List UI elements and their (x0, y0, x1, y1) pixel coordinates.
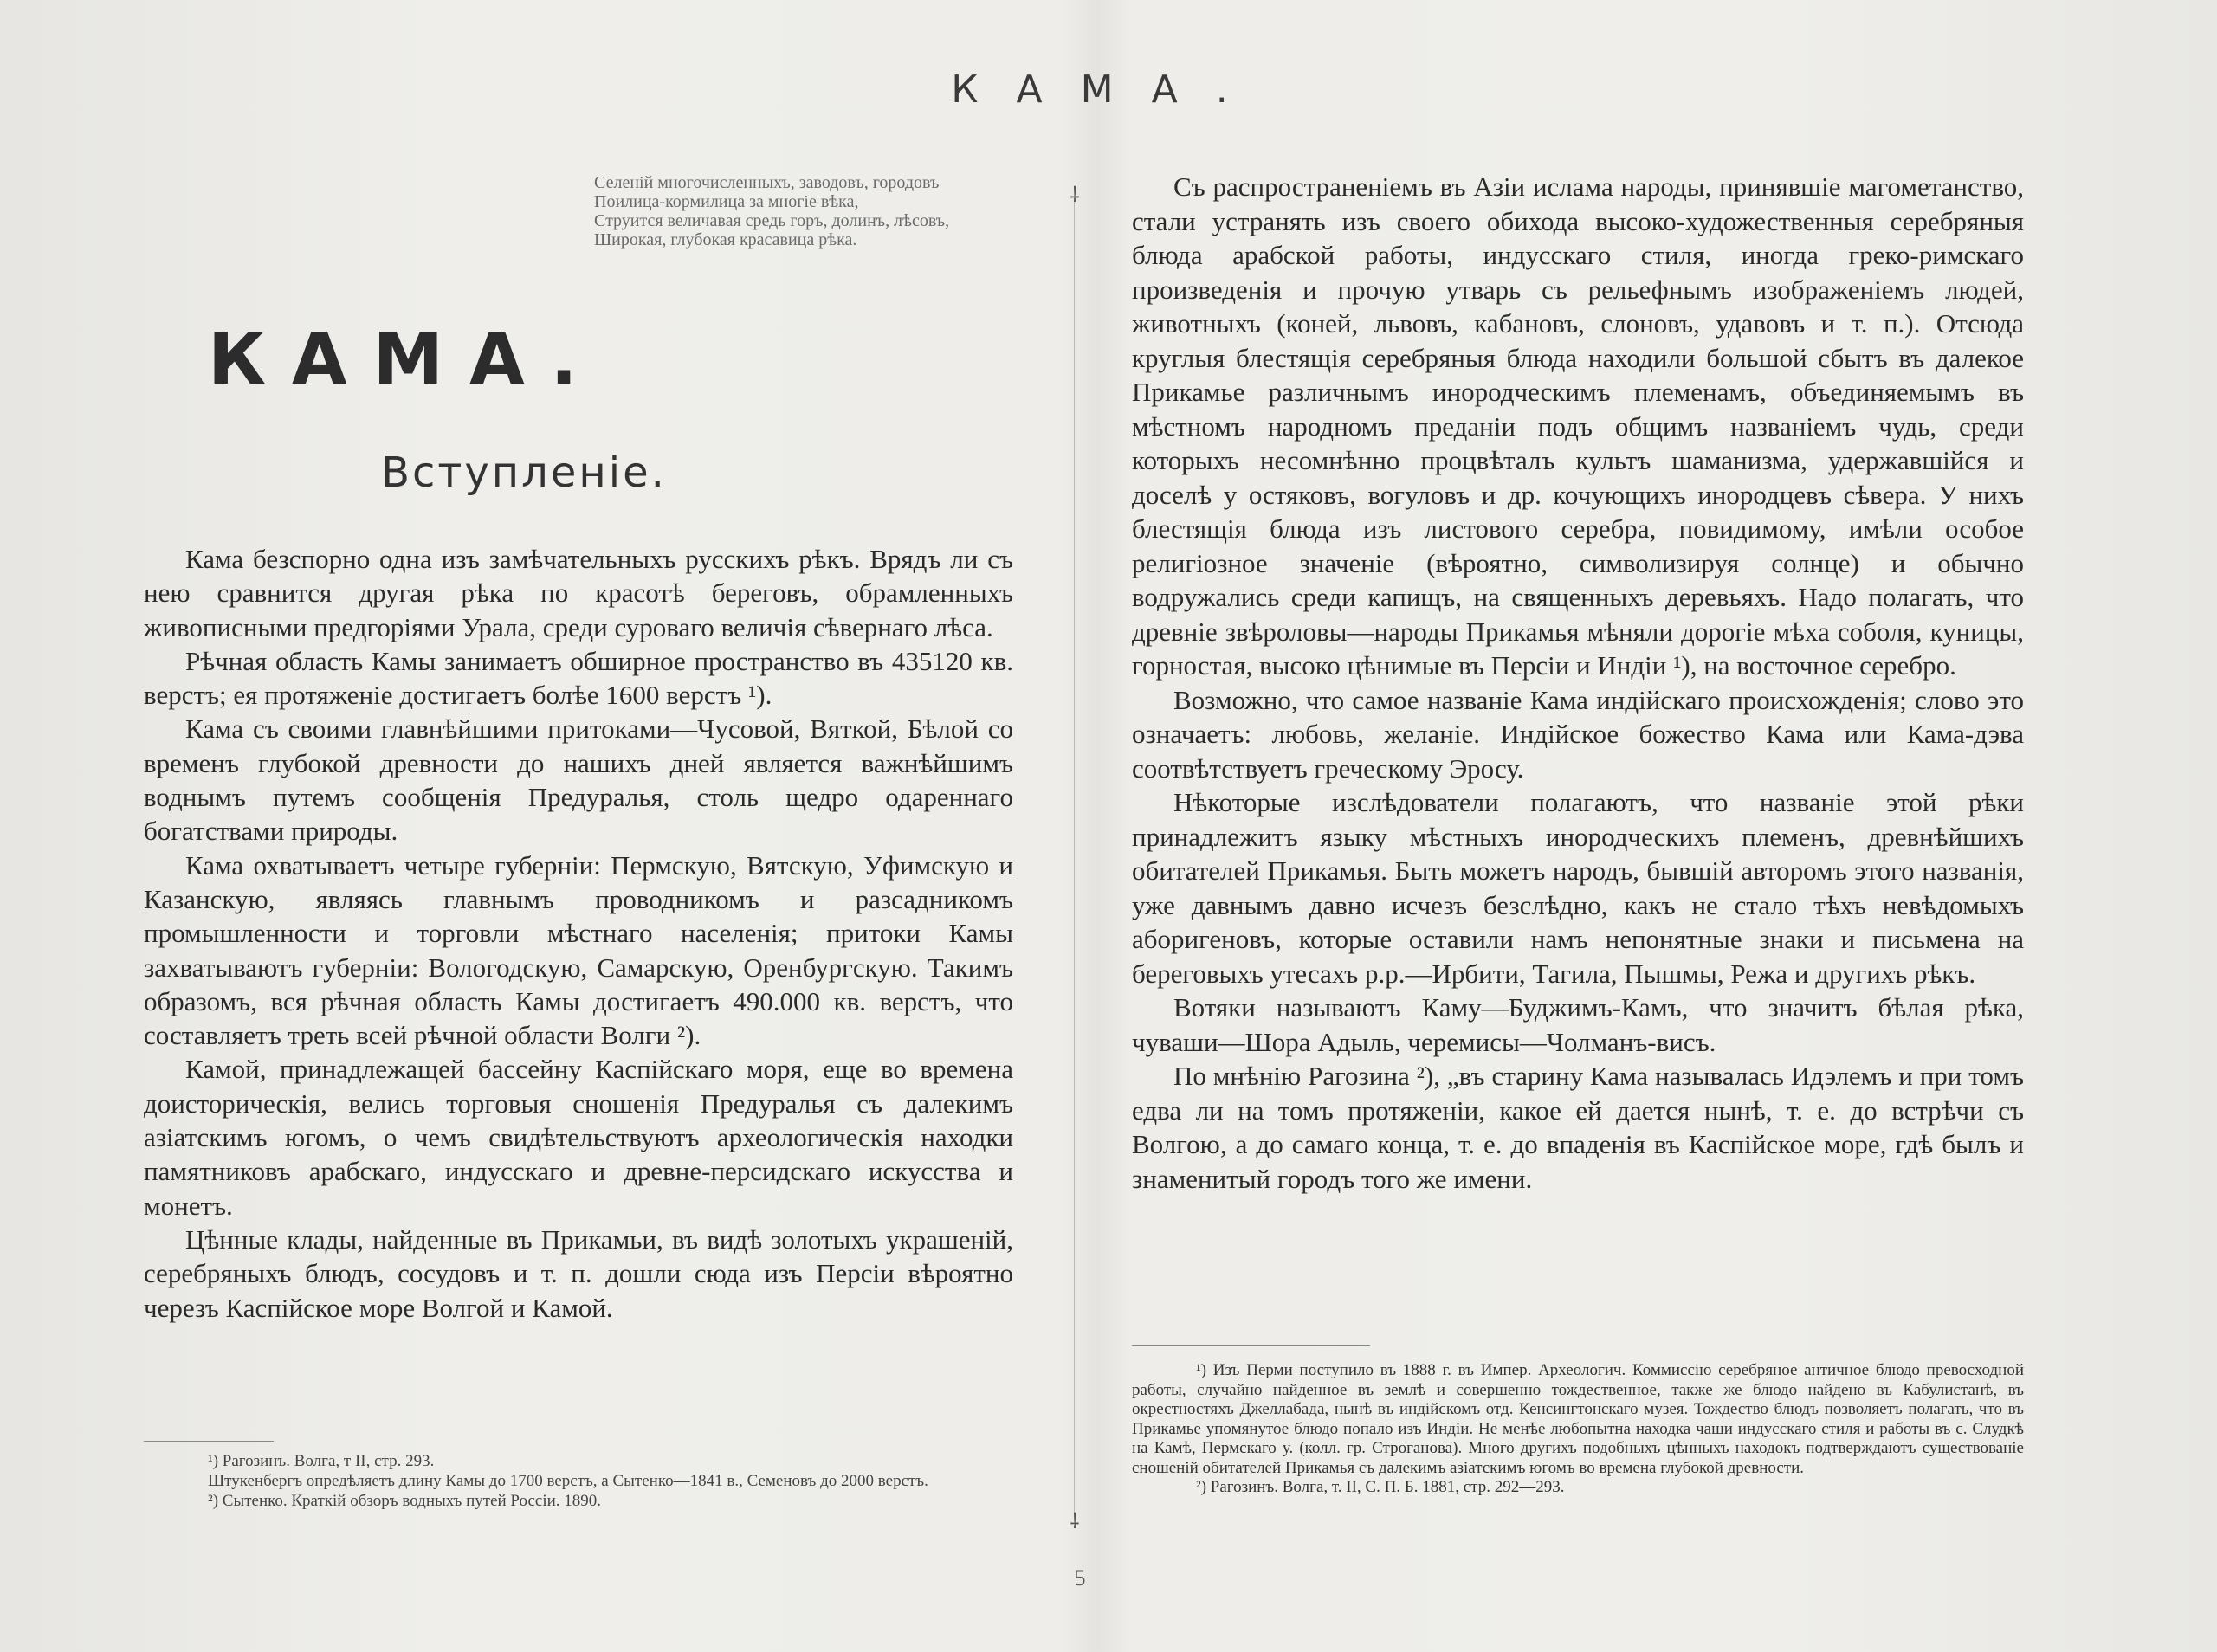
section-subtitle: Вступленіе. (381, 448, 667, 497)
right-footnotes (1132, 1361, 2024, 1498)
running-head: КАМА. (951, 68, 1266, 112)
epigraph (594, 173, 1044, 249)
paragraph: Вотяки называютъ Каму—Буджимъ-Камъ, что значитъ бѣлая рѣка, чуваши—Шора Адыль, черемисы—Чолманъ-висъ. (1132, 992, 2024, 1057)
footnote-rule-left (144, 1441, 274, 1442)
footnote: ¹) Рагозинъ. Волга, т II, стр. 293. (208, 1452, 435, 1470)
paragraph: Кама безспорно одна изъ замѣчательныхъ русскихъ рѣкъ. Врядъ ли съ нею сравнится другая рѣка по красотѣ береговъ, обрамленныхъ живописными предгоріями Урала, среди суроваго величія сѣвернаго лѣса. (144, 544, 1013, 642)
epigraph-line: Поилица-кормилица за многіе вѣка, (594, 192, 859, 211)
chapter-title: КАМА. (208, 319, 604, 401)
right-page-body (1132, 170, 2024, 1196)
footnote: ²) Сытенко. Краткій обзоръ водныхъ путей Россіи. 1890. (208, 1492, 602, 1510)
paragraph: Кама охватываетъ четыре губерніи: Пермскую, Вятскую, Уфимскую и Казанскую, являясь главнымъ проводникомъ и разсадникомъ промышленности и торговли мѣстнаго населенія; притоки Камы захватываютъ губерніи: Вологодскую, Самарскую, Оренбургскую. Такимъ образомъ, вся рѣчная область Камы достигаетъ 490.000 кв. верстъ, что составляетъ треть всей рѣчной области Волги ²). (144, 849, 1013, 1051)
paragraph: Камой, принадлежащей бассейну Каспійскаго моря, еще во времена доисторическія, велись торговыя сношенія Предуралья съ далекимъ азіатскимъ югомъ, о чемъ свидѣтельствуютъ археологическія находки памятниковъ арабскаго, индусскаго и древне-персидскаго искусства и монетъ. (144, 1054, 1013, 1221)
paragraph: Возможно, что самое названіе Кама индійскаго происхожденія; слово это означаетъ: любовь, желаніе. Индійское божество Кама или Кама-дэва соотвѣтствуетъ греческому Эросу. (1132, 684, 2024, 784)
footnote: Штукенбергъ опредѣляетъ длину Камы до 1700 верстъ, а Сытенко—1841 в., Семеновъ до 2000 верстъ. (208, 1472, 928, 1490)
left-page-body (144, 542, 1013, 1325)
gutter-ornament-bottom: ⸸ (1070, 1511, 1080, 1533)
epigraph-line: Селеній многочисленныхъ, заводовъ, городовъ (594, 173, 940, 192)
paragraph: Съ распространеніемъ въ Азіи ислама народы, принявшіе магометанство, стали устранять изъ своего обихода высоко-художественныя серебряныя блюда арабской работы, индусскаго стиля, иногда греко-римскаго произведенія и прочую утварь съ рельефнымъ изображеніемъ людей, животныхъ (коней, львовъ, кабановъ, слоновъ, удавовъ и т. п.). Отсюда круглыя блестящія серебряныя блюда находили большой сбытъ въ далекое Прикамье различнымъ инородческимъ племенамъ, объединяемымъ въ мѣстномъ народномъ преданіи подъ общимъ названіемъ чудь, среди которыхъ несомнѣнно процвѣталъ культъ шаманизма, удержавшійся и доселѣ у остяковъ, вогуловъ и др. кочующихъ инородцевъ сѣвера. У нихъ блестящія блюда изъ листового серебра, повидимому, имѣли особое религіозное значеніе (вѣроятно, символизируя солнце) и обычно водружались среди капищъ, на священныхъ деревьяхъ. Надо полагать, что древніе звѣроловы—народы Прикамья мѣняли дорогіе мѣха соболя, куницы, горностая, высоко цѣнимые въ Персіи и Индіи ¹), на восточное серебро. (1132, 171, 2024, 681)
footnote-rule-right (1132, 1345, 1370, 1346)
footnote: ²) Рагозинъ. Волга, т. II, С. П. Б. 1881, стр. 292—293. (1196, 1478, 1565, 1496)
left-footnotes (144, 1451, 1018, 1511)
gutter-ornament-top: ⸸ (1070, 184, 1080, 207)
gutter-divider (1074, 197, 1075, 1513)
epigraph-line: Широкая, глубокая красавица рѣка. (594, 230, 857, 249)
paragraph: Кама съ своими главнѣйшими притоками—Чусовой, Вяткой, Бѣлой со временъ глубокой древности до нашихъ дней является важнѣйшимъ воднымъ путемъ сообщенія Предуралья, столь щедро одареннаго богатствами природы. (144, 713, 1013, 847)
epigraph-line: Струится величавая средь горъ, долинъ, лѣсовъ, (594, 211, 950, 230)
page-number: 5 (1074, 1565, 1086, 1591)
paragraph: Цѣнные клады, найденные въ Прикамьи, въ видѣ золотыхъ украшеній, серебряныхъ блюдъ, сосудовъ и т. п. дошли сюда изъ Персіи вѣроятно черезъ Каспійское море Волгой и Камой. (144, 1223, 1013, 1323)
paragraph: Рѣчная область Камы занимаетъ обширное пространство въ 435120 кв. верстъ; ея протяженіе достигаетъ болѣе 1600 верстъ ¹). (144, 645, 1013, 711)
paragraph: Нѣкоторые изслѣдователи полагаютъ, что названіе этой рѣки принадлежитъ языку мѣстныхъ инородческихъ племенъ, древнѣйшихъ обитателей Прикамья. Быть можетъ народъ, бывшій авторомъ этого названія, уже давнымъ давно исчезъ безслѣдно, какъ не стало тѣхъ невѣдомыхъ аборигеновъ, которые оставили намъ непонятные знаки и письмена на береговыхъ утесахъ р.р.—Ирбити, Тагила, Пышмы, Режа и другихъ рѣкъ. (1132, 787, 2024, 989)
paragraph: По мнѣнію Рагозина ²), „въ старину Кама называлась Идэлемъ и при томъ едва ли на томъ протяженіи, какое ей дается нынѣ, т. е. до встрѣчи съ Волгою, а до самаго конца, т. е. до впаденія въ Каспійское море, гдѣ былъ и знаменитый городъ того же имени. (1132, 1061, 2024, 1194)
footnote: ¹) Изъ Перми поступило въ 1888 г. въ Импер. Археологич. Коммиссію серебряное античное блюдо превосходной работы, случайно найденное въ землѣ и совершенно тождественное, также же блюдо найдено въ Кабулистанѣ, въ окрестностяхъ Джеллабада, нынѣ въ индійскомъ отд. Кенсингтонскаго музея. Тождество блюдъ позволяетъ полагать, что въ Прикамье упомянутое блюдо попало изъ Индіи. Не менѣе любопытна находка чаши индусскаго стиля и работы въ с. Слудкѣ на Камѣ, Пермскаго у. (колл. гр. Строганова). Много другихъ подобныхъ цѣнныхъ находокъ подтверждаютъ существованіе сношеній обитателей Прикамья съ далекимъ азіатскимъ югомъ во времена глубокой древности. (1132, 1361, 2024, 1477)
